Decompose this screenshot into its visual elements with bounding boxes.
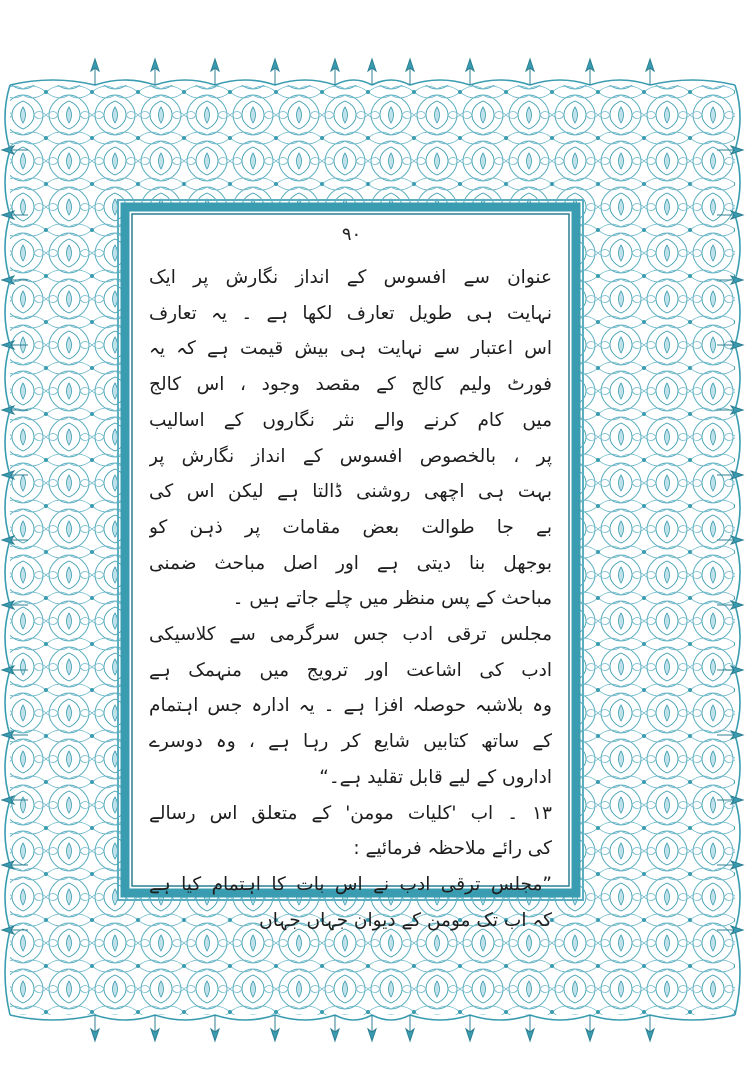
spear-finial-icon xyxy=(368,1015,376,1041)
spear-finial-icon xyxy=(368,59,376,85)
text-line: ”مجلس ترقی ادب نے اس بات کا اہتمام کیا ہے xyxy=(149,873,552,895)
scallop-arc xyxy=(5,150,10,215)
text-line: وہ بلاشبہ حوصلہ افزا ہے ۔ یہ ادارہ جس اہتمام xyxy=(149,695,552,717)
scallop-arc xyxy=(410,80,470,85)
scallop-arc xyxy=(5,605,10,670)
scallop-arc xyxy=(5,410,10,475)
scallop-arc xyxy=(5,280,10,345)
scallop-arc xyxy=(735,670,740,735)
spear-finial-icon xyxy=(646,59,654,85)
scallop-arc xyxy=(735,85,740,150)
scallop-arc xyxy=(530,80,590,85)
spear-finial-icon xyxy=(91,59,99,85)
scallop-arc xyxy=(95,80,155,85)
spear-finial-icon xyxy=(331,59,339,85)
scallop-arc xyxy=(5,345,10,410)
scallop-arc xyxy=(470,80,530,85)
text-line: بوجھل بنا دیتی ہے اور اصل مباحث ضمنی xyxy=(149,552,552,574)
scallop-arc xyxy=(10,1015,95,1020)
scallop-arc xyxy=(5,540,10,605)
scallop-arc xyxy=(5,475,10,540)
text-line: مجلس ترقی ادب جس سرگرمی سے کلاسیکی xyxy=(149,624,552,646)
scallop-arc xyxy=(735,150,740,215)
scallop-arc xyxy=(275,1015,335,1020)
text-line: عنوان سے افسوس کے انداز نگارش پر ایک xyxy=(149,267,552,288)
text-line: بے جا طوالت بعض مقامات پر ذہن کو xyxy=(149,516,552,538)
text-line: کے ساتھ کتابیں شایع کر رہا ہے ، وہ دوسرے xyxy=(149,731,552,753)
scallop-arc xyxy=(735,605,740,670)
text-line: مباحث کے پس منظر میں چلے جاتے ہیں ۔ xyxy=(232,588,552,610)
scallop-arc xyxy=(215,1015,275,1020)
spear-finial-icon xyxy=(646,1015,654,1041)
scallop-arc xyxy=(5,735,10,800)
scallop-arc xyxy=(735,800,740,865)
text-line: کہ اب تک مومن کے دیوان جہاں جہاں xyxy=(259,909,552,931)
scallop-arc xyxy=(590,1015,650,1020)
spear-finial-icon xyxy=(406,1015,414,1041)
scallop-arc xyxy=(5,865,10,930)
scallop-arc xyxy=(335,80,372,85)
scallop-arc xyxy=(372,1015,410,1020)
scallop-arc xyxy=(735,410,740,475)
text-line: فورٹ ولیم کالج کے مقصد وجود ، اس کالج xyxy=(149,374,552,396)
scallop-arc xyxy=(735,930,740,1015)
scallop-arc xyxy=(735,735,740,800)
scallop-arc xyxy=(10,80,95,85)
text-line: میں کام کرنے والے نثر نگاروں کے اسالیب xyxy=(149,409,552,431)
spear-finial-icon xyxy=(271,59,279,85)
scallop-arc xyxy=(650,1015,735,1020)
spear-finial-icon xyxy=(586,59,594,85)
scallop-arc xyxy=(372,80,410,85)
spear-finial-icon xyxy=(586,1015,594,1041)
text-line: اداروں کے لیے قابل تقلید ہے۔“ xyxy=(319,766,552,788)
spear-finial-icon xyxy=(211,1015,219,1041)
scallop-arc xyxy=(275,80,335,85)
scallop-arc xyxy=(95,1015,155,1020)
scallop-arc xyxy=(5,670,10,735)
scallop-arc xyxy=(735,215,740,280)
scallop-arc xyxy=(155,1015,215,1020)
spear-finial-icon xyxy=(271,1015,279,1041)
scallop-arc xyxy=(735,280,740,345)
spear-finial-icon xyxy=(331,1015,339,1041)
spear-finial-icon xyxy=(151,1015,159,1041)
scallop-arc xyxy=(590,80,650,85)
spear-finial-icon xyxy=(91,1015,99,1041)
spear-finial-icon xyxy=(151,59,159,85)
text-line: کی رائے ملاحظہ فرمائیے : xyxy=(353,838,552,860)
scallop-arc xyxy=(735,475,740,540)
text-line: نہایت ہی طویل تعارف لکھا ہے ۔ یہ تعارف xyxy=(149,302,552,324)
text-line: ۱۳ ۔ اب 'کلیات مومن' کے متعلق اس رسالے xyxy=(149,802,552,824)
scallop-arc xyxy=(5,930,10,1015)
body-text xyxy=(149,260,552,938)
spear-finial-icon xyxy=(406,59,414,85)
spear-finial-icon xyxy=(526,1015,534,1041)
scallop-arc xyxy=(735,540,740,605)
scallop-arc xyxy=(215,80,275,85)
scallop-arc xyxy=(155,80,215,85)
spear-finial-icon xyxy=(526,59,534,85)
text-line: پر ، بالخصوص افسوس کے انداز نگارش پر xyxy=(149,445,552,467)
text-line: اس اعتبار سے نہایت ہی بیش قیمت ہے کہ یہ xyxy=(149,338,552,360)
text-panel xyxy=(139,222,564,931)
scallop-arc xyxy=(470,1015,530,1020)
text-line: ادب کی اشاعت اور ترویج میں منہمک ہے xyxy=(149,659,552,681)
scallop-arc xyxy=(735,345,740,410)
page-number: ۹۰ xyxy=(341,224,362,245)
scallop-arc xyxy=(530,1015,590,1020)
spear-finial-icon xyxy=(211,59,219,85)
spear-finial-icon xyxy=(466,59,474,85)
scallop-arc xyxy=(5,215,10,280)
scallop-arc xyxy=(735,865,740,930)
scallop-arc xyxy=(5,800,10,865)
scallop-arc xyxy=(650,80,735,85)
text-line: بہت ہی اچھی روشنی ڈالتا ہے لیکن اس کی xyxy=(149,481,552,503)
scallop-arc xyxy=(5,85,10,150)
scallop-arc xyxy=(410,1015,470,1020)
scallop-arc xyxy=(335,1015,372,1020)
spear-finial-icon xyxy=(466,1015,474,1041)
